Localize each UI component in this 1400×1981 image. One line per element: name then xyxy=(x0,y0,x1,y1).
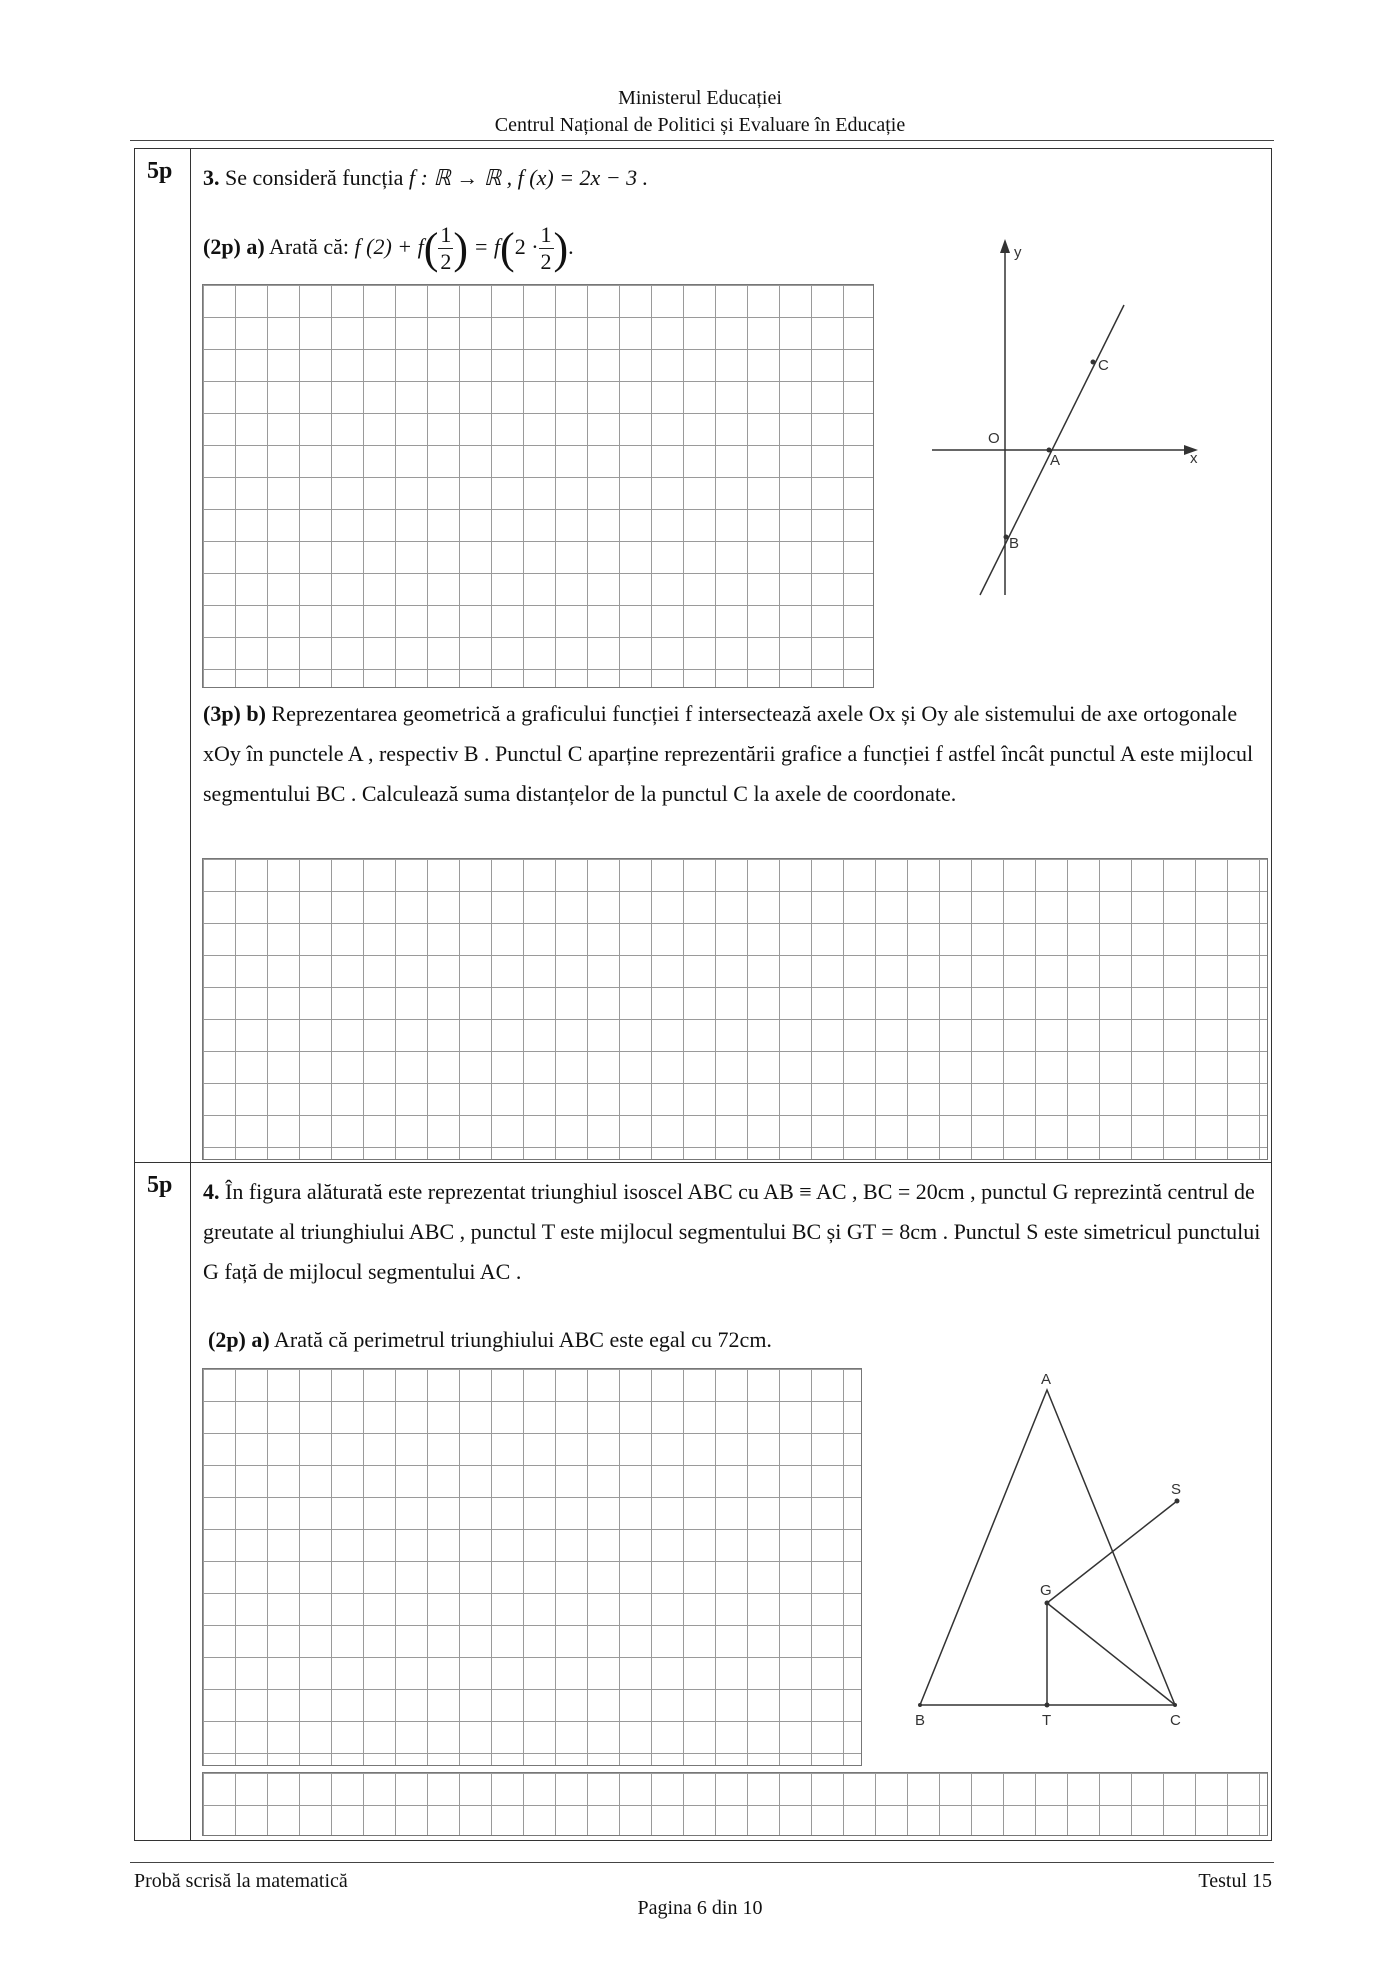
problem3-statement xyxy=(203,158,1263,198)
label-a: A xyxy=(1050,452,1061,469)
footer-page-number: Pagina 6 din 10 xyxy=(637,1897,763,1919)
problem4-number: 4. xyxy=(203,1179,220,1204)
answer-grid-4a[interactable] xyxy=(202,1368,862,1766)
point-g xyxy=(1045,1601,1050,1606)
equation-left: f (2) + f xyxy=(354,234,424,259)
problem4-statement xyxy=(203,1172,1265,1292)
equation-mid: = f xyxy=(473,234,501,259)
label-x: x xyxy=(1190,450,1198,467)
problem4-points: 5p xyxy=(147,1172,173,1198)
problem3-number: 3. xyxy=(203,165,220,190)
point-b-tri xyxy=(918,1703,922,1707)
answer-grid-3b[interactable] xyxy=(202,858,1268,1160)
point-c xyxy=(1091,360,1096,365)
point-s xyxy=(1175,1499,1180,1504)
problem4-part-a xyxy=(208,1320,1108,1360)
fraction-half-1: $\frac{1}{2}$ xyxy=(440,222,452,275)
segment-gc xyxy=(1047,1603,1175,1705)
header-center: Centrul Național de Politici și Evaluare în Educație xyxy=(494,114,906,136)
footer-rule xyxy=(130,1862,1274,1863)
label-g-tri: G xyxy=(1040,1582,1052,1599)
figure-function-graph xyxy=(920,235,1220,605)
problem3-intro: Se consideră funcția xyxy=(225,165,404,190)
label-y: y xyxy=(1014,244,1022,261)
problem3-part-a-text: Arată că: xyxy=(269,234,350,259)
point-t xyxy=(1045,1703,1050,1708)
answer-grid-3a[interactable] xyxy=(202,284,874,688)
y-axis-arrow xyxy=(1000,239,1010,253)
problem3-part-b-text: Reprezentarea geometrică a graficului funcției f intersectează axele Ox și Oy ale sistemului de axe ortogonale xOy în punctele A , respectiv B . Punctul C aparține reprezentării grafice a funcției f astfel încât punctul A este mijlocul segmentului BC . Calculează suma distanțelor de la punctul C la axele de coordonate. xyxy=(203,701,1254,806)
problem3-part-a: (2p) a) Arată că: f (2) + f( $\frac{1}{2}$ ) = f(2 · $\frac{1}{2}$ ). xyxy=(203,222,574,275)
label-t-tri: T xyxy=(1042,1712,1052,1729)
problem4-part-a-label: (2p) a) xyxy=(208,1327,270,1352)
problem3-part-a-label: (2p) a) xyxy=(203,234,265,259)
problem3-part-b xyxy=(203,694,1265,814)
label-a-tri: A xyxy=(1041,1371,1052,1388)
problem4-text: În figura alăturată este reprezentat triunghiul isoscel ABC cu AB ≡ AC , BC = 20cm , punctul G reprezintă centrul de greutate al triunghiului ABC , punctul T este mijlocul segmentului BC și GT = 8cm . Punctul S este simetricul punctului G față de mijlocul segmentului AC . xyxy=(203,1179,1261,1284)
point-b xyxy=(1004,535,1009,540)
fraction-half-2: $\frac{1}{2}$ xyxy=(540,222,552,275)
label-c: C xyxy=(1098,357,1109,374)
label-b-tri: B xyxy=(915,1712,926,1729)
label-origin: O xyxy=(988,430,1000,447)
problem-divider xyxy=(134,1162,1272,1163)
header-ministry: Ministerul Educației xyxy=(618,87,782,109)
label-c-tri: C xyxy=(1170,1712,1181,1729)
problem4-part-a-text: Arată că perimetrul triunghiului ABC este egal cu 72cm. xyxy=(274,1327,772,1352)
header-rule xyxy=(130,140,1274,141)
problem3-function: f : ℝ → ℝ , f (x) = 2x − 3 . xyxy=(408,165,649,190)
figure-triangle xyxy=(900,1370,1200,1740)
problem3-part-b-label: (3p) b) xyxy=(203,701,266,726)
footer-exam-title: Probă scrisă la matematică xyxy=(134,1870,348,1892)
points-column-divider xyxy=(190,148,191,1841)
point-c-tri xyxy=(1173,1703,1177,1707)
label-s-tri: S xyxy=(1171,1481,1182,1498)
segment-gs xyxy=(1047,1501,1177,1603)
equation-inner: 2 · xyxy=(514,234,539,259)
answer-grid-4-extra[interactable] xyxy=(202,1772,1268,1836)
label-b: B xyxy=(1009,535,1020,552)
problem3-points: 5p xyxy=(147,158,173,184)
footer-test-number: Testul 15 xyxy=(1198,1870,1272,1892)
